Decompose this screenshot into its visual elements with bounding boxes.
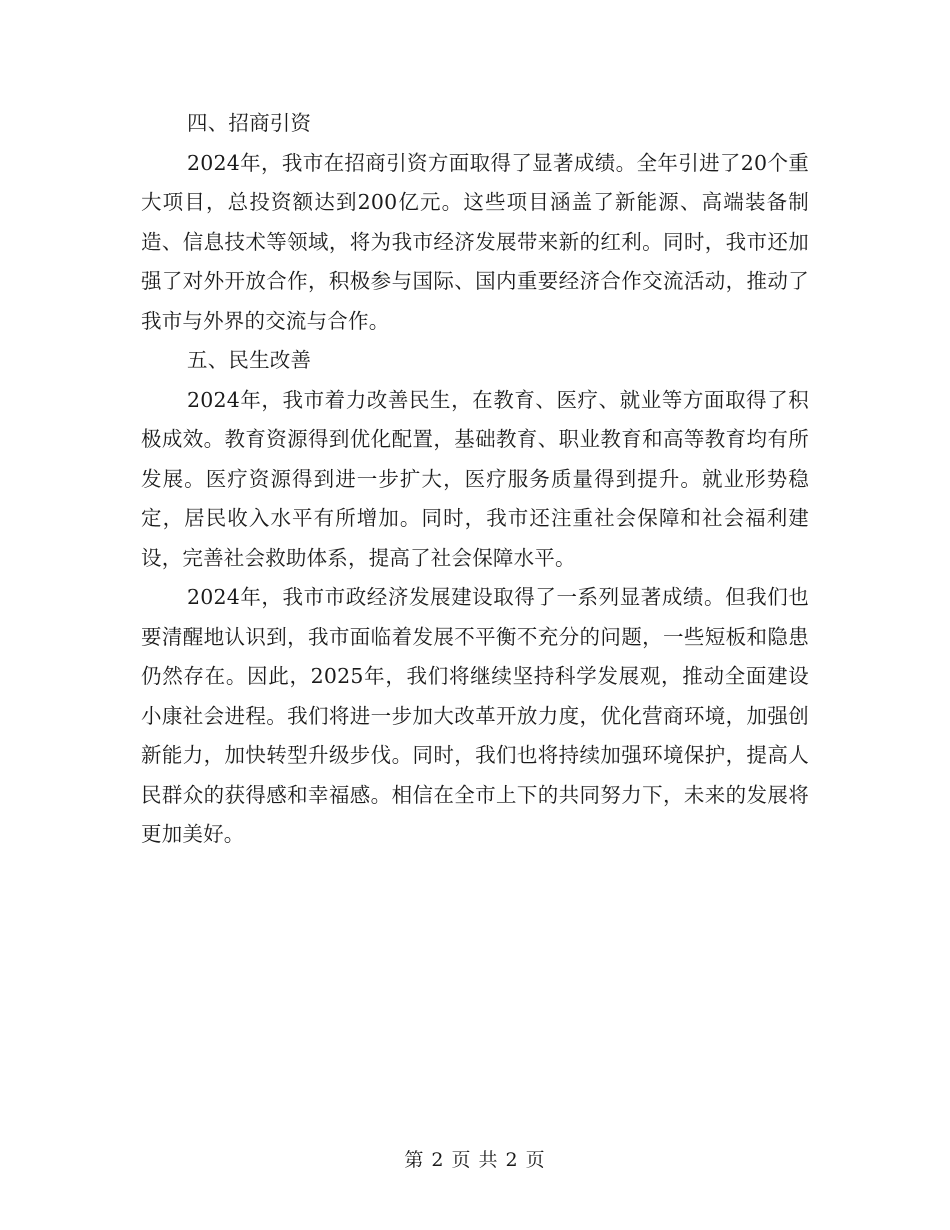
document-body xyxy=(141,104,809,855)
section-heading-livelihood: 五、民生改善 xyxy=(187,348,312,372)
paragraph-conclusion: 2024年，我市市政经济发展建设取得了一系列显著成绩。但我们也要清醒地认识到，我市面临着发展不平衡不充分的问题，一些短板和隐患仍然存在。因此，2025年，我们将继续坚持科学发展观，推动全面建设小康社会进程。我们将进一步加大改革开放力度，优化营商环境，加强创新能力，加快转型升级步伐。同时，我们也将持续加强环境保护，提高人民群众的获得感和幸福感。相信在全市上下的共同努力下，未来的发展将更加美好。 xyxy=(141,585,809,846)
section-heading-investment: 四、招商引资 xyxy=(187,111,312,135)
paragraph-livelihood: 2024年，我市着力改善民生，在教育、医疗、就业等方面取得了积极成效。教育资源得到优化配置，基础教育、职业教育和高等教育均有所发展。医疗资源得到进一步扩大，医疗服务质量得到提升。就业形势稳定，居民收入水平有所增加。同时，我市还注重社会保障和社会福利建设，完善社会救助体系，提高了社会保障水平。 xyxy=(141,387,809,570)
page-number-footer: 第 2 页 共 2 页 xyxy=(404,1149,546,1171)
paragraph-investment: 2024年，我市在招商引资方面取得了显著成绩。全年引进了20个重大项目，总投资额达到200亿元。这些项目涵盖了新能源、高端装备制造、信息技术等领域，将为我市经济发展带来新的红利。同时，我市还加强了对外开放合作，积极参与国际、国内重要经济合作交流活动，推动了我市与外界的交流与合作。 xyxy=(141,150,809,333)
